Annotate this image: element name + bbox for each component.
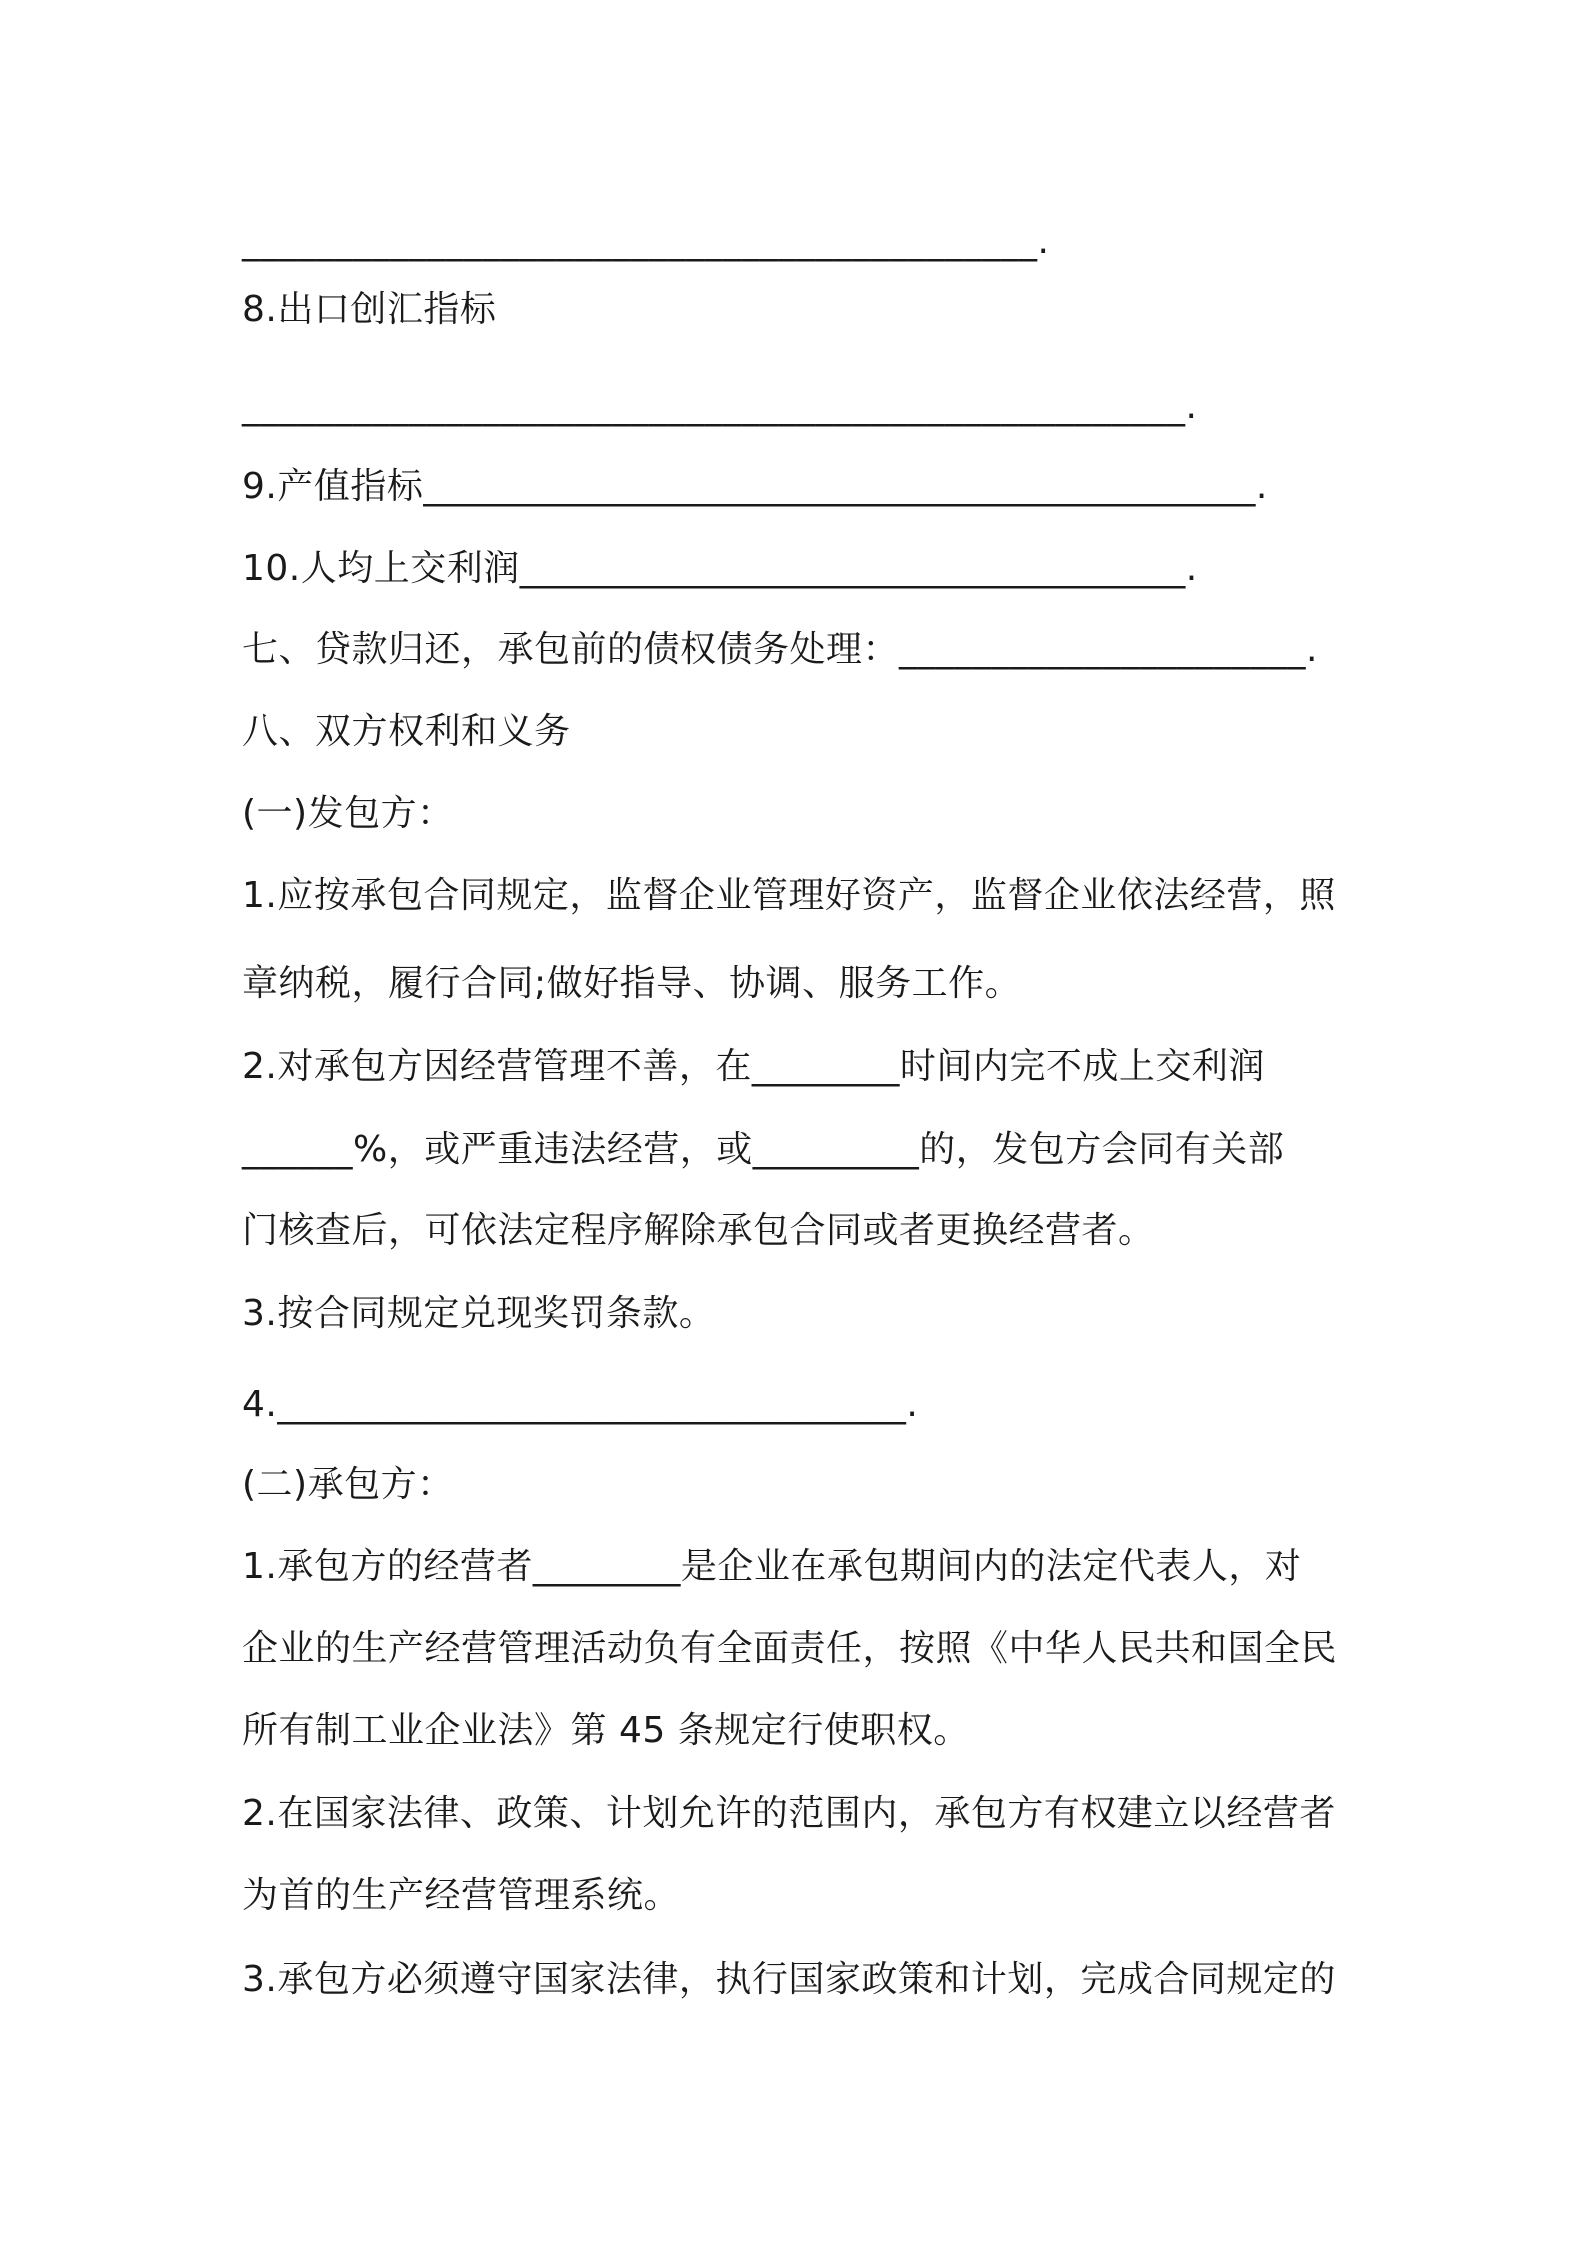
paragraph-line: 1.承包方的经营者________是企业在承包期间内的法定代表人，对 <box>242 1546 1302 1587</box>
paragraph-line: 企业的生产经营管理活动负有全面责任，按照《中华人民共和国全民 <box>242 1628 1338 1669</box>
blank-line-8: ___________________________________________________. <box>242 386 1198 427</box>
item-9-output-value: 9.产值指标_____________________________________________. <box>242 466 1268 507</box>
section-8-heading: 八、双方权利和义务 <box>242 711 571 752</box>
item-8-export-target: 8.出口创汇指标 <box>242 289 497 330</box>
paragraph-line: 门核查后，可依法定程序解除承包合同或者更换经营者。 <box>242 1210 1155 1251</box>
blank-line-item-4: 4.__________________________________. <box>242 1384 919 1425</box>
paragraph-line: 3.承包方必须遵守国家法律，执行国家政策和计划，完成合同规定的 <box>242 1959 1336 2000</box>
subsection-employer: (一)发包方： <box>242 793 454 834</box>
paragraph-line: ______%，或严重违法经营，或_________的，发包方会同有关部 <box>242 1129 1285 1170</box>
paragraph-line: 章纳税，履行合同;做好指导、协调、服务工作。 <box>242 963 1022 1004</box>
paragraph-line: 3.按合同规定兑现奖罚条款。 <box>242 1293 716 1334</box>
paragraph-line: 1.应按承包合同规定，监督企业管理好资产，监督企业依法经营，照 <box>242 875 1336 916</box>
blank-line-7-continued: ___________________________________________. <box>242 221 1050 262</box>
item-10-profit-per-capita: 10.人均上交利润____________________________________. <box>242 548 1198 589</box>
paragraph-line: 所有制工业企业法》第 45 条规定行使职权。 <box>242 1710 970 1751</box>
paragraph-line: 2.对承包方因经营管理不善，在________时间内完不成上交利润 <box>242 1046 1265 1087</box>
paragraph-line: 为首的生产经营管理系统。 <box>242 1875 681 1916</box>
subsection-contractor: (二)承包方： <box>242 1464 454 1505</box>
section-7-loan-repayment: 七、贷款归还，承包前的债权债务处理：______________________. <box>242 629 1318 670</box>
paragraph-line: 2.在国家法律、政策、计划允许的范围内，承包方有权建立以经营者 <box>242 1793 1336 1834</box>
